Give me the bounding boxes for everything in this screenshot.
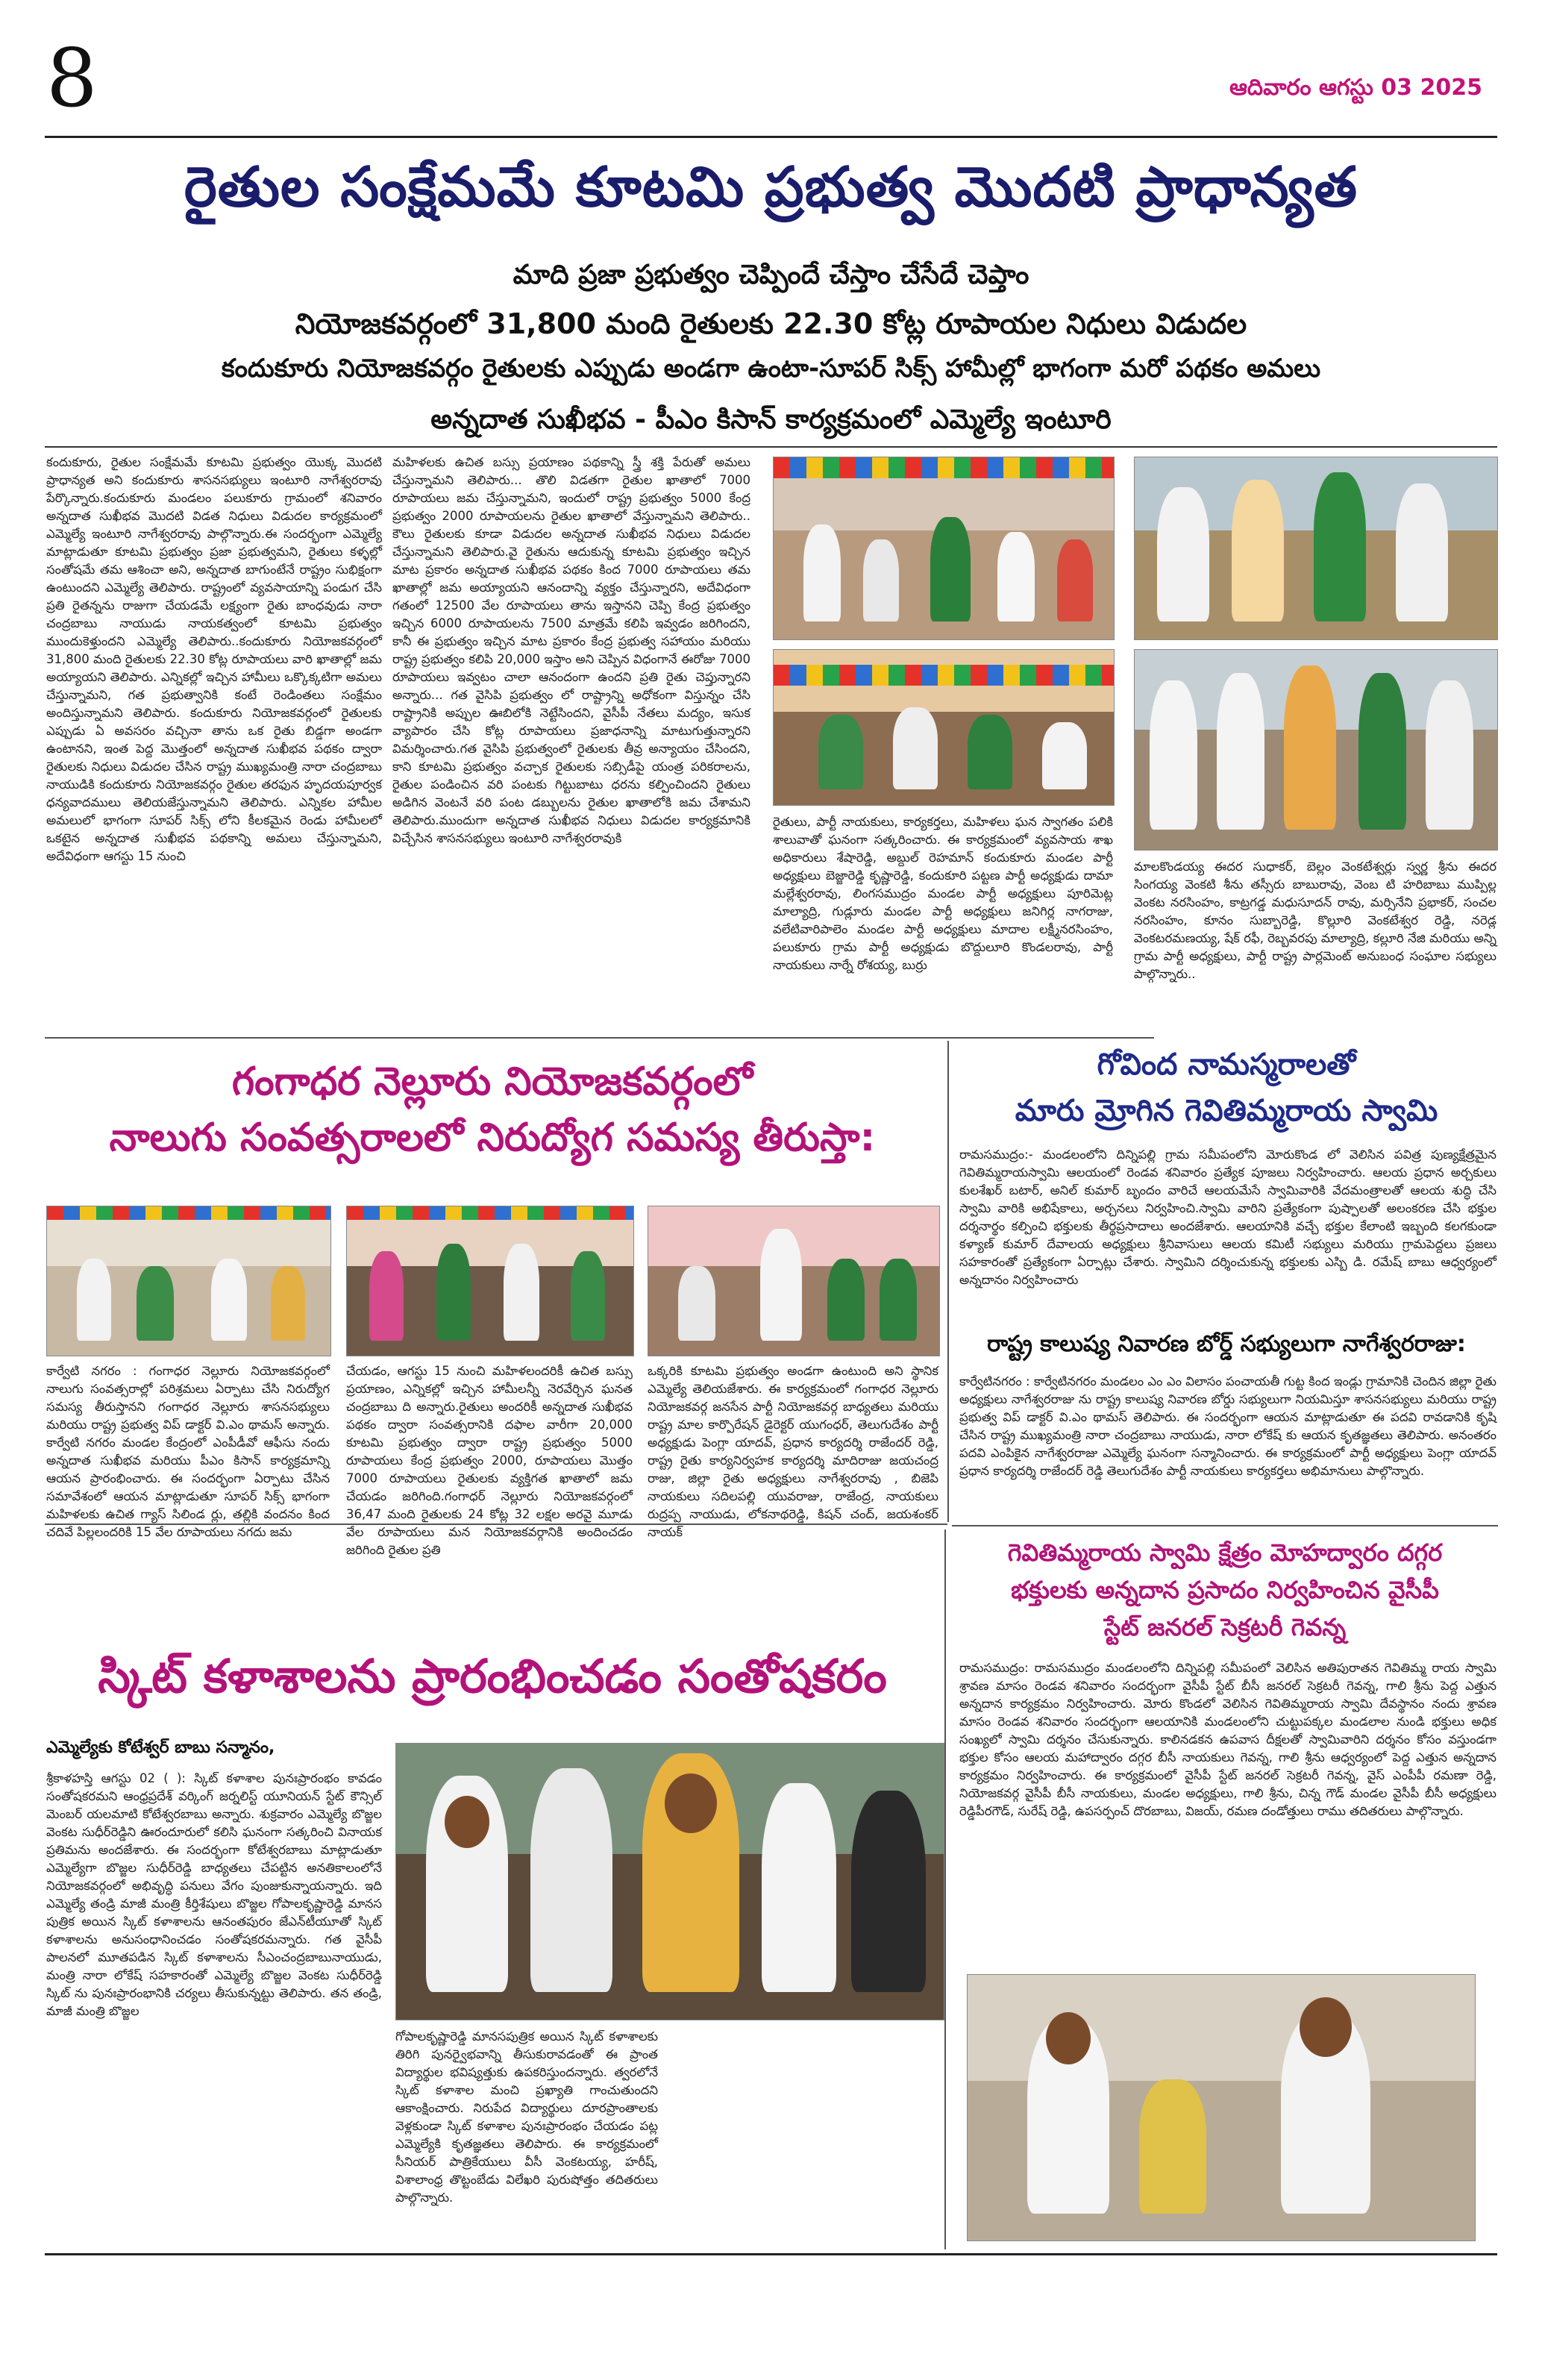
main-subhead-4: అన్నదాత సుఖీభవ - పీఎం కిసాన్ కార్యక్రమంలో ఎమ్మెల్యే ఇంటూరి — [430, 404, 1112, 435]
subhead-rule — [45, 446, 1497, 448]
main-photo-caption-2: మాలకొండయ్య ఈదర సుధాకర్, బెల్లం వెంకటేశ్వర్లు స్వర్ణ శ్రీను ఈదర సింగయ్య వెంకటి శీను తస్సీరు బాబురావు, వెంబ టి హరిబాబు ముప్పిల్ల వెంకట నరసింహం, కాట్రగడ్డ మధుసూదన్ రావు, మర్సినేని ప్రభాకర్, సంచల నరసింహం, కూనం సుబ్బారెడ్డి, కొల్లూరి వెంకటేశ్వర రెడ్డి, నరెడ్ల వెంకటరమణయ్య, షేక్ రఫీ, రెబ్బవరపు మాల్యాద్రి, కల్లూరి నేజి మరియు అన్ని గ్రామ పార్టీ అధ్యక్షులు, పార్టీ రాష్ట్ర పార్లమెంట్ అనుబంధ సంఘాల సభ్యులు పాల్గొన్నారు.. — [1134, 859, 1496, 981]
column-rule-2 — [944, 1529, 946, 2249]
photo-meeting-under-tent — [773, 457, 1115, 640]
page-number: 8 — [46, 32, 98, 125]
skit-kicker: ఎమ్మెల్యేకు కోటేశ్వర్ బాబు సన్మానం, — [46, 1738, 275, 1757]
gangadhara-headline-1: గంగాధర నెల్లూరు నియోజకవర్గంలో — [231, 1059, 753, 1104]
main-subhead-1: మాది ప్రజా ప్రభుత్వం చెప్పిందే చేస్తాం చేసేదే చెప్తాం — [513, 260, 1029, 290]
pollution-headline: రాష్ట్ర కాలుష్య నివారణ బోర్డ్ సభ్యులుగా నాగేశ్వరరాజు: — [987, 1331, 1466, 1357]
gangadhara-col1: కార్వేటి నగరం : గంగాధర నెల్లూరు నియోజకవర్గంలో నాలుగు సంవత్సరాల్లో పరిశ్రమలు ఏర్పాటు చేసి నిరుద్యోగ సమస్య తీరుస్తానని గంగాధర నెల్లూరు శాసనసభ్యులు మరియు రాష్ట్ర ప్రభుత్వ విప్ డాక్టర్ వి.ఎం థామస్ అన్నారు. కార్వేటి నగరం మండల కేంద్రంలో ఎంపీడీవో ఆఫీసు నందు అన్నదాత సుఖీభవ మరియు పీఎం కిసాన్ కార్యక్రమాన్ని ఆయన ప్రారంభించారు. ఈ సందర్భంగా ఏర్పాటు చేసిన సమావేశంలో ఆయన మాట్లాడుతూ సూపర్ సిక్స్ భాగంగా మహిళలకు ఉచిత గ్యాస్ సిలిండ ర్లు, తల్లికి వందనం కింద చదివే పిల్లలందరికి 15 వేల రూపాయలు నగదు జమ — [46, 1364, 330, 1539]
gevitimmaraya-headline-1: గెవితిమ్మరాయ స్వామి క్షేత్రం మోహద్వారం దగ్గర — [1007, 1538, 1443, 1567]
gevitimmaraya-headline-3: స్టేట్ జనరల్ సెక్రటరీ గెవన్న — [1103, 1613, 1347, 1641]
photo-gangadhara-2 — [346, 1206, 634, 1356]
main-story-col1: కందుకూరు, రైతుల సంక్షేమమే కూటమి ప్రభుత్వం యొక్క మొదటి ప్రాధాన్యత అని కందుకూరు శాసనసభ్యులు ఇంటూరి నాగేశ్వరరావు పేర్కొన్నారు.కందుకూరు మండలం పలుకూరు గ్రామంలో శనివారం అన్నదాత సుఖీభవ మొదటి విడత నిధులు విడుదల కార్యక్రమంలో ఎమ్మెల్యే ఇంటూరి నాగేశ్వరరావు పాల్గొన్నారు.ఈ సందర్భంగా ఎమ్మెల్యే మాట్లాడుతూ కూటమి ప్రభుత్వం ప్రజా ప్రభుత్వమని, రైతులు కళ్ళల్లో సంతోషమే తమ ఆశించా అని, అన్నదాత బాగుంటేనే రాష్ట్రం సుభిక్షంగా ఉంటుందని ఎమ్మెల్యే తెలిపారు. రాష్ట్రంలో వ్యవసాయాన్ని పండుగ చేసి ప్రతి రైతన్నను రాజుగా చేయడమే లక్ష్యంగా రైతు బాంధవుడు నారా చంద్రబాబు నాయుడు నాయకత్వంలో కూటమి ప్రభుత్వం ముందుకెళ్తుందని ఎమ్మెల్యే తెలిపారు..కందుకూరు నియోజకవర్గంలో 31,800 మంది రైతులకు 22.30 కోట్ల రూపాయలు వారి ఖాతాల్లో జమ అయ్యాయని తెలిపారు. ఎన్నికల్లో ఇచ్చిన హామీలు ఒక్కొక్కటిగా అమలు చేస్తున్నామని, గత ప్రభుత్వానికి కంటే రెండింతలు సంక్షేమం అందిస్తున్నామని తెలిపారు. కందుకూరు నియోజకవర్గంలో రైతులకు ఎప్పుడు ఏ అవసరం వచ్చినా తాను ఒక రైతు బిడ్డగా అండగా ఉంటానని, ఇంత పెద్ద మొత్తంలో అన్నదాత సుఖీభవ పథకం ద్వారా రైతులకు నిధులు విడుదల చేసిన రాష్ట్ర ముఖ్యమంత్రి నారా చంద్రబాబు నాయుడికి కందుకూరు నియోజకవర్గం రైతుల తరఫున హృదయపూర్వక ధన్యవాదములు తెలియజేస్తున్నామని తెలిపారు. ఎన్నికల హామీల అమలులో భాగంగా సూపర్ సిక్స్ లోని కీలకమైన రెండు హామీలలో ఒకటైన అన్నదాత సుఖీభవ పథకాన్ని అమలు చేస్తున్నామని, అదేవిధంగా ఆగస్టు 15 నుంచి — [46, 455, 382, 863]
main-photo-caption-1: రైతులు, పార్టీ నాయకులు, కార్యకర్తలు, మహిళలు ఘన స్వాగతం పలికి శాలువాతో ఘనంగా సత్కరించారు. ఈ కార్యక్రమంలో వ్యవసాయ శాఖ అధికారులు శేషారెడ్డి, అబ్దుల్ రెహమాన్ కందుకూరు మండల పార్టీ అధ్యక్షులు బెజ్జారెడ్డి కృష్ణారెడ్డి, కందుకూరి పట్టణ పార్టీ అధ్యక్షుడు దామా మల్లేశ్వరరావు, లింగసముద్రం మండల పార్టీ అధ్యక్షులు పూరిమెట్ల మాల్యాద్రి, గుడ్లూరు మండల పార్టీ అధ్యక్షులు జనిగిర్ల నాగరాజు, వలేటివారిపాలెం మండల పార్టీ అధ్యక్షులు మాదాల లక్ష్మీనరసింహం, పలుకూరు గ్రామ పార్టీ అధ్యక్షుడు బొద్దులూరి కొండలరావు, పార్టీ నాయకులు నార్నే రోశయ్య, బుర్రు — [773, 815, 1113, 972]
gangadhara-col2: చేయడం, ఆగస్టు 15 నుంచి మహిళలందరికీ ఉచిత బస్సు ప్రయాణం, ఎన్నికల్లో ఇచ్చిన హామీలన్నీ నెరవేర్చిన ఘనత చంద్రబాబు ది అన్నారు.రైతులు అందరికీ అన్నదాత సుఖీభవ పథకం ద్వారా సంవత్సరానికి దఫాల వారీగా 20,000 కూటమి ప్రభుత్వం ద్వారా రాష్ట్ర ప్రభుత్వం 5000 రూపాయలు కేంద్ర ప్రభుత్వం 2000, రూపాయలు మొత్తం 7000 రూపాయలు రైతులకు వ్యక్తిగత ఖాతాలో జమ చేయడం జరిగింది.గంగాధర్ నెల్లూరు నియోజకవర్గంలో 36,47 మంది రైతులకు 24 కోట్ల 32 లక్షల అరవై మూడు వేల రూపాయలు మన నియోజకవర్గానికి అందించడం జరిగింది రైతుల ప్రతి — [346, 1364, 633, 1557]
main-story-col2: మహిళలకు ఉచిత బస్సు ప్రయాణం పథకాన్ని స్త్రీ శక్తి పేరుతో అమలు చేస్తున్నామని తెలిపారు... తొలి విడతగా రైతుల ఖాతాలో 7000 రూపాయలు జమ చేస్తున్నామని, ఇందులో రాష్ట్ర ప్రభుత్వం 5000 కేంద్ర ప్రభుత్వం 2000 రూపాయలను రైతుల ఖాతాలో వేస్తున్నామని తెలిపారు.. కౌలు రైతులకు కూడా విడుదల అన్నదాత సుఖీభవ నిధులు విడుదల చేస్తున్నామని తెలిపారు.వై రైతును ఆదుకున్న కూటమి ప్రభుత్వం ఇచ్చిన మాట ప్రకారం అన్నదాత సుఖీభవ పథకం కింద 7000 రూపాయలు తమ ఖాతాల్లో జమ అయ్యాయని ఆనందాన్ని వ్యక్తం చేస్తున్నారని, అదేవిధంగా గతంలో 12500 వేల రూపాయలు తాను ఇస్తానని చెప్పి కేంద్ర ప్రభుత్వం ఇచ్చిన 6000 రూపాయలను 7500 మాత్రమే కలిపి ఇవ్వడం జరిగిందని, కానీ ఈ ప్రభుత్వం ఇచ్చిన మాట ప్రకారం కేంద్ర ప్రభుత్వ సహాయం మరియు రాష్ట్ర ప్రభుత్వం కలిపి 20,000 ఇస్తాం అని చెప్పిన విధంగానే ఈరోజు 7000 రూపాయలు ఇవ్వటం చాలా ఆనందంగా ఉందని ప్రతి రైతు చెప్తున్నారని అన్నారు... గత వైసిపి ప్రభుత్వం లో రాష్ట్రాన్ని అధోకంగా విస్తున్నం చేసి రాష్ట్రానికి అప్పుల ఊబిలోకి నెట్టేసిందని, వైసీపీ నేతలు మద్యం, ఇసుక వ్యాపారం చేసి కోట్ల రూపాయలు ప్రజాధనాన్ని మాటుగుత్తున్నారని విమర్శించారు.గత వైసిపి ప్రభుత్వంలో రైతులకు తీవ్ర అన్యాయం చేసిందని, కాని కూటమి ప్రభుత్వం వచ్చాక రైతులకు సబ్సిడీపై యంత్ర పరికరాలను, రైతుల పండించిన వరి పంటకు గిట్టుబాటు ధరను కల్పించిందని రైతులు అడిగిన వెంటనే వరి పంట డబ్బులను రైతుల ఖాతాలోకి జమ చేశామని తెలిపారు.ముందుగా అన్నదాత సుఖీభవ నిధులు విడుదల కార్యక్రమానికి విచ్చేసిన శాసనసభ్యులు ఇంటూరి నాగేశ్వరరావుకి — [392, 455, 750, 845]
section-rule-3 — [952, 1525, 1498, 1526]
section-rule-1 — [45, 1037, 1154, 1039]
photo-gangadhara-3 — [648, 1206, 940, 1356]
govinda-body: రామసముద్రం:- మండలంలోని దిన్నిపల్లి గ్రామ సమీపంలోని మోరుకొండ లో వెలిసిన పవిత్ర పుణ్యక్షేత్రమైన గెవితిమ్మరాయస్వామి ఆలయంలో రెండవ శనివారం ప్రత్యేక పూజలు నిర్వహించారు. ఆలయ ప్రధాన అర్చకులు కులశేఖర్ బటార్, అనిల్ కుమార్ బృందం వారిచే ఆలయమేసే స్వామివారికి వేదమంత్రాలతో ఆలయ శుద్ధి చేసి స్వామి వారికి అభిషేకాలు, అర్చనలు నిర్వహించి.స్వామి వారిని ప్రత్యేకంగా పుష్పాలతో అలంకరణ చేసి భక్తుల దర్శనార్థం కల్పించి భక్తులకు తీర్థప్రసాదాలు అందజేశారు. ఆలయానికి వచ్చే భక్తుల కేలాంటి ఇబ్బంది కలగకుండా కళ్యాణ్ కుమార్ దేవాలయ అధ్యక్షులు శ్రీనివాసులు ఆలయ కమిటీ సభ్యులు మరియు గ్రామపెద్దలు ప్రజలు సహకారంతో ప్రత్యేకంగా ఏర్పాట్లు చేశారు. స్వామిని దర్శించుకున్న భక్తులకు ఎస్బి డి. రమేష్ బాబు ఆధ్వర్యంలో అన్నదానం నిర్వహించారు — [959, 1147, 1496, 1287]
column-rule-1 — [947, 1041, 949, 1522]
photo-mla-garlanded — [1134, 649, 1498, 851]
gevitimmaraya-headline-2: భక్తులకు అన్నదాన ప్రసాదం నిర్వహించిన వైసీపీ — [1011, 1576, 1439, 1604]
top-rule — [45, 136, 1497, 138]
pollution-body: కార్వేటినగరం : కార్వేటినగరం మండలం ఎం ఎం విలాసం పంచాయతీ గుట్ట కింద ఇండ్లు గ్రామానికి చెందిన జిల్లా రైతు అధ్యక్షులు నాగేశ్వరరాజు ను రాష్ట్ర కాలుష్య నివారణ బోర్డు సభ్యులుగా నియమిస్తూ శాసనసభ్యులు మరియు రాష్ట్ర ప్రభుత్వ విప్ డాక్టర్ వి.ఎం థామస్ తెలిపారు. ఈ సందర్భంగా ఆయన మాట్లాడుతూ ఈ పదవి రావడానికి కృషి చేసిన రాష్ట్ర ముఖ్యమంత్రి నారా చంద్రబాబు నాయుడు, నారా లోకేష్ కు ఆయన కృతజ్ఞతలు తెలిపారు. అనంతరం పదవి ఎంపికైన నాగేశ్వరరాజు ఎమ్మెల్యే ఘనంగా సన్మానించారు. ఈ కార్యక్రమంలో పార్టీ అధ్యక్షులు పెంగ్లా యాదవ్ ప్రధాన కార్యదర్శి రాజేందర్ రెడ్డి తెలుగుదేశం పార్టీ నాయకులు కార్యకర్తలు అభిమానులు పాల్గొన్నారు. — [959, 1374, 1496, 1478]
govinda-headline-1: గోవింద నామస్మరాలతో — [1097, 1047, 1356, 1082]
photo-temple-annadanam — [967, 1974, 1476, 2241]
photo-stage-audience — [773, 649, 1115, 806]
skit-headline: స్కిట్ కళాశాలను ప్రారంభించడం సంతోషకరం — [98, 1649, 887, 1703]
gevitimmaraya-body: రామసముద్రం: రామసముద్రం మండలంలోని దిన్నిపల్లి సమీపంలో వెలిసిన అతిపురాతన గెవితిమ్మ రాయ స్వామి శ్రావణ మాసం రెండవ శనివారం సందర్భంగా వైసీపీ స్టేట్ బీసీ జనరల్ సెక్రటరీ గెవన్న, గాలి శ్రీను పెద్ద ఎత్తున అన్నదాన కార్యక్రమం నిర్వహించారు. మోరు కొండలో వెలిసిన గెవితిమ్మరాయ స్వామి దేవస్థానం నందు శ్రావణ మాసం రెండవ శనివారం సందర్భంగా ఆలయానికి మండలంలోని చుట్టుపక్కల మండలాల నుండి భక్తులు అధిక సంఖ్యలో స్వామి దర్శనం చేసుకున్నారు. కాలినడకన ఉపవాస దీక్షలతో స్వామివారిని దర్శనం కోసం వస్తుండగా భక్తుల కోసం ఆలయ మహాద్వారం దగ్గర బీసీ నాయకులు గెవన్న, గాలి శ్రీను ఆధ్వర్యంలో పెద్ద ఎత్తున అన్నదాన కార్యక్రమం నిర్వహించారు. ఈ కార్యక్రమంలో వైసీపీ స్టేట్ జనరల్ సెక్రటరీ గెవన్న, వైస్ ఎంపీపీ రమణా రెడ్డి, నియోజకవర్గ వైసీపీ బీసీ నాయకులు, మండల అధ్యక్షులు, గాలి శ్రీను, చిన్న గౌడ్ మండల వైసీపీ బీసీ అధ్యక్షులు రెడ్డిపీరగౌడ్, సురేష్ రెడ్డి, ఉపసర్పంచ్ దొరబాబు, విజయ్, రమణ దండోత్తులు రాము తదితరులు పాల్గొన్నారు. — [959, 1661, 1496, 1818]
skit-col2: గోపాలకృష్ణారెడ్డి మానసపుత్రిక అయిన స్కిట్ కళాశాలకు తిరిగి పునర్వైభవాన్ని తీసుకురావడంతో ఈ ప్రాంత విద్యార్థుల భవిష్యత్తుకు ఉపకరిస్తుందన్నారు. త్వరలోనే స్కిట్ కళాశాల మంచి ప్రఖ్యాతి గాంచుతుందని ఆకాంక్షించారు. నిరుపేద విద్యార్థులు దూరప్రాంతాలకు వెళ్లకుండా స్కిట్ కళాశాల పునఃప్రారంభం చేయడం పట్ల ఎమ్మెల్యేకి కృతజ్ఞతలు తెలిపారు. ఈ కార్యక్రమంలో సీనియర్ పాత్రికేయులు వీసీ వెంకటయ్య, హరీష్, విశాలాంధ్ర తొట్టంబేడు విలేఖరి పురుషోత్తం తదితరులు పాల్గొన్నారు. — [395, 2029, 658, 2205]
gangadhara-col3: ఒక్కరికి కూటమి ప్రభుత్వం అండగా ఉంటుంది అని స్థానిక ఎమ్మెల్యే తెలియజేశారు. ఈ కార్యక్రమంలో గంగాధర నెల్లూరు నియోజకవర్గ జనసేన పార్టీ నియోజకవర్గ బాధ్యతలు మరియు రాష్ట్ర మాల కార్పొరేషన్ డైరెక్టర్ యుగంధర్, తెలుగుదేశం పార్టీ అధ్యక్షుడు పెంగ్లా యాదవ్, ప్రధాన కార్యదర్శి రాజేందర్ రెడ్డి, రాష్ట్ర రైతు కార్యనిర్వహక కార్యదర్శి మాదిరాజు జయచంద్ర రాజు, జిల్లా రైతు అధ్యక్షులు నాగేశ్వరరావు , బిజెపి నాయకులు సదిలపల్లి యువరాజు, రాజేంద్ర, నాయకులు రుద్రప్ప నాయుడు, లోకనాథరెడ్డి, కిషన్ చంద్, జయశంకర్ నాయక్ — [648, 1364, 938, 1539]
govinda-headline-2: మారు మ్రోగిన గెవితిమ్మరాయ స్వామి — [1015, 1094, 1438, 1128]
dateline: ఆదివారం ఆగస్టు 03 2025 — [1229, 75, 1482, 101]
skit-col1: శ్రీకాళహస్తి ఆగస్టు 02 ( ): స్కిట్ కళాశాల పునఃప్రారంభం కావడం సంతోషకరమని ఆంధ్రప్రదేశ్ వర్కింగ్ జర్నలిస్ట్ యూనియన్ స్టేట్ కౌన్సిల్ మెంబర్ యలమాటి కోటేశ్వరబాబు అన్నారు. శుక్రవారం ఎమ్మెల్యే బొజ్జల వెంకట సుధీర్‌రెడ్డిని ఊరందూరులో కలిసి ఘనంగా సత్కరించి వినాయక ప్రతిమను అందజేశారు. ఈ సందర్భంగా కోటేశ్వరబాబు మాట్లాడుతూ ఎమ్మెల్యేగా బొజ్జల సుధీర్‌రెడ్డి బాధ్యతలు చేపట్టిన అనతికాలంలోనే నియోజకవర్గంలో అభివృద్ధి పనులు వేగం పుంజుకున్నాయన్నారు. ఇది ఎమ్మెల్యే తండ్రి మాజీ మంత్రి కీర్తిశేషులు బొజ్జల గోపాలకృష్ణారెడ్డి మానస పుత్రిక అయిన స్కిట్ కళాశాలను ఆనంతపురం జేఎన్‌టీయూతో స్కిట్ కళాశాలను అనుసంధానించడం సంతోషకరమన్నారు. గత వైసీపీ పాలనలో మూతపడిన స్కిట్ కళాశాలను సీఎంచంద్రబాబునాయుడు, మంత్రి నారా లోకేష్ సహకారంతో ఎమ్మెల్యే బొజ్జల వెంకట సుధీర్‌రెడ్డి స్కిట్ ను పునఃప్రారంభానికి చర్యలు తీసుకున్నట్టు తెలిపారు. తన తండ్రి, మాజీ మంత్రి బొజ్జల — [46, 1771, 382, 2018]
main-headline: రైతుల సంక్షేమమే కూటమి ప్రభుత్వ మొదటి ప్రాధాన్యత — [184, 155, 1358, 219]
bottom-rule — [45, 2253, 1497, 2255]
main-subhead-3: కందుకూరు నియోజకవర్గం రైతులకు ఎప్పుడు అండగా ఉంటా-సూపర్ సిక్స్ హామీల్లో భాగంగా మరో పథకం అమలు — [221, 354, 1321, 383]
photo-gangadhara-1 — [46, 1206, 331, 1356]
gangadhara-headline-2: నాలుగు సంవత్సరాలలో నిరుద్యోగ సమస్య తీరుస్తా: — [109, 1115, 876, 1160]
photo-mla-felicitation — [395, 1743, 944, 2020]
section-rule-2 — [45, 1523, 947, 1525]
main-subhead-2: నియోజకవర్గంలో 31,800 మంది రైతులకు 22.30 కోట్ల రూపాయల నిధులు విడుదల — [295, 307, 1247, 340]
photo-garland-ceremony — [1134, 457, 1498, 640]
